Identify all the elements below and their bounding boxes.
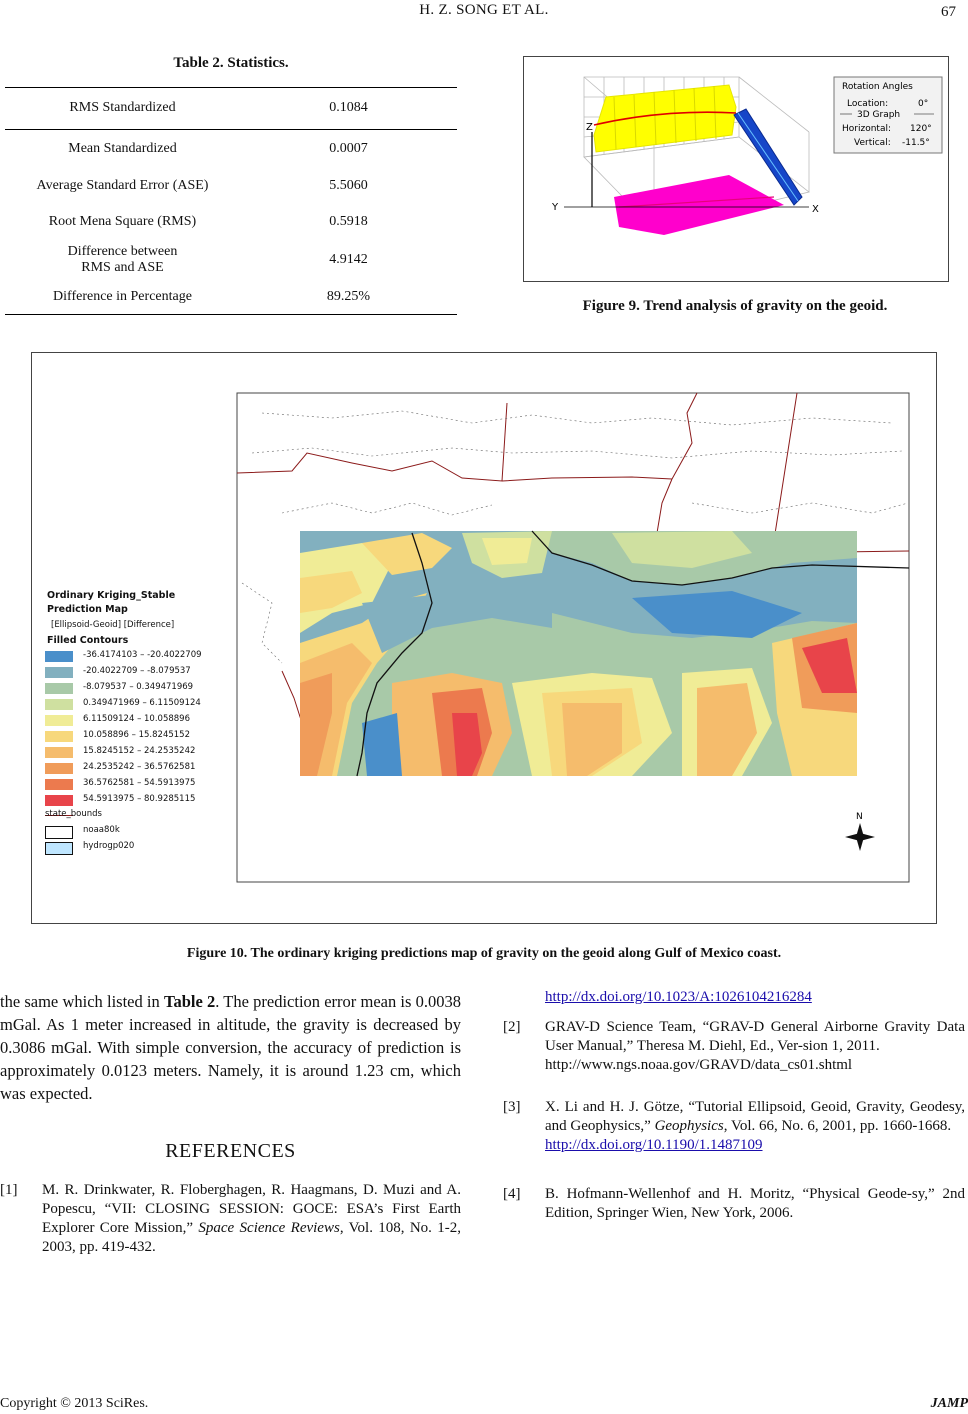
rotation-angles-panel [834,77,942,153]
reference-1-doi-link[interactable]: http://dx.doi.org/10.1023/A:1026104216284 [545,989,812,1005]
table-reference: Table 2 [163,992,216,1011]
body-paragraph [0,990,461,1105]
legend-subtitle: Prediction Map [47,604,128,615]
footer-copyright: Copyright © 2013 SciRes. [0,1396,149,1411]
vertical-label: Vertical: [854,138,891,148]
table-cell-value: 0.0007 [329,141,368,156]
legend-label: 15.8245152 – 24.2535242 [83,746,196,756]
panel-title: Rotation Angles [842,82,913,92]
reference-text: X. Li and H. J. Götze, “Tutorial Ellipsoid, Geoid, Gravity, Geodesy, and Geophysics,” [545,1099,965,1134]
table-top-rule [5,87,457,88]
figure-9-caption: Figure 9. Trend analysis of gravity on the geoid. [582,298,888,314]
table-cell-value: 0.5918 [329,214,368,229]
table-cell-label: Average Standard Error (ASE) [36,178,209,193]
reference-1-link-line [545,988,965,1007]
table-cell-value: 0.1084 [329,100,368,115]
legend-swatch [45,763,73,774]
legend-label: 6.11509124 – 10.058896 [83,714,190,724]
table-bottom-rule [5,314,457,315]
legend-label: 0.349471969 – 6.11509124 [83,698,201,708]
table-cell-value: 4.9142 [329,252,368,267]
vertical-value: -11.5° [902,138,930,148]
table-header-rule [5,129,457,130]
legend-swatch [45,779,73,790]
figure-9-trend-plot [523,56,949,282]
legend-swatch [45,747,73,758]
location-value: 0° [918,99,929,109]
reference-url: http://www.ngs.noaa.gov/GRAVD/data_cs01.shtml [545,1057,853,1073]
axis-z-label: Z [586,122,593,133]
figure-10-caption: Figure 10. The ordinary kriging predictions map of gravity on the geoid along Gulf of Mexico coast. [186,946,782,961]
table-cell-value: 89.25% [326,289,371,304]
legend-label: 36.5762581 – 54.5913975 [83,778,196,788]
legend-swatch [45,699,73,710]
legend-title: Ordinary Kriging_Stable [47,590,176,601]
table-cell-label [5,244,240,276]
table-cell-label: Difference in Percentage [53,289,192,304]
reference-text: , Vol. 108, No. 1-2, 2003, pp. 419-432. [42,1220,462,1255]
axis-x-label: X [812,204,819,215]
horizontal-label: Horizontal: [842,124,891,134]
figure-10-kriging-map [31,352,937,924]
table-caption: Table 2. Statistics. [173,55,289,71]
page-number: 67 [941,4,956,20]
legend-swatch [45,842,73,855]
reference-number: [3] [503,1099,521,1115]
reference-number: [2] [503,1019,521,1035]
legend-field: [Ellipsoid-Geoid] [Difference] [51,620,175,630]
running-header: H. Z. SONG ET AL. [419,2,549,18]
legend-swatch [45,826,73,839]
reference-text: B. Hofmann-Wellenhof and H. Moritz, “Physical Geode-sy,” 2nd Edition, Springer Wien, New York, 2006. [545,1186,965,1221]
legend-filled-contours: Filled Contours [47,635,129,646]
legend-label: 54.5913975 – 80.9285115 [83,794,196,804]
reference-text: , Vol. 66, No. 6, 2001, pp. 1660-1668. [723,1118,952,1134]
legend-label: noaa80k [83,825,120,835]
legend-swatch [45,715,73,726]
table-cell-label: RMS Standardized [69,100,176,115]
horizontal-value: 120° [910,124,932,134]
table-cell-value: 5.5060 [329,178,368,193]
legend-label: -8.079537 – 0.349471969 [83,682,194,692]
table-cell-label-line: RMS and ASE [81,260,164,275]
section-label: 3D Graph [857,110,901,120]
legend-swatch [45,651,73,662]
legend-label: 24.2535242 – 36.5762581 [83,762,196,772]
reference-journal: Space Science Reviews [198,1220,340,1236]
reference-3-doi-link[interactable]: http://dx.doi.org/10.1190/1.1487109 [545,1137,763,1153]
reference-text: GRAV-D Science Team, “GRAV-D General Airborne Gravity Data User Manual,” Theresa M. Diehl, Ed., Ver-sion 1, 2011. [545,1019,965,1054]
table-cell-label: Mean Standardized [68,141,177,156]
legend-label: -36.4174103 – -20.4022709 [83,650,202,660]
legend-swatch [45,683,73,694]
table-cell-label: Root Mena Square (RMS) [48,214,197,229]
references-heading: REFERENCES [165,1140,296,1162]
north-label: N [856,812,863,822]
kriging-map [32,353,936,923]
legend-label: hydrogp020 [83,841,135,851]
location-label: Location: [847,99,889,109]
table-cell-label-line: Difference between [67,244,178,259]
reference-journal: Geophysics [654,1118,724,1134]
reference-text: M. R. Drinkwater, R. Floberghagen, R. Haagmans, D. Muzi and A. Popescu, “VII: CLOSING SESSION: GOCE: ESA’s First Earth Explorer Core Mission,” [42,1182,461,1236]
body-text: . The prediction error mean is 0.0038 mGal. As 1 meter increased in altitude, the gravity is decreased by 0.3086 mGal. With simple conversion, the accuracy of prediction is approximately 0.0123 meters. Namely, it is around 1.23 cm, which was expected. [0,992,461,1103]
legend-label: 10.058896 – 15.8245152 [83,730,190,740]
body-text: the same which listed in [0,992,164,1011]
legend-label: state_bounds [45,809,102,819]
axis-y-label: Y [552,202,559,213]
legend-label: -20.4022709 – -8.079537 [83,666,191,676]
trend-3d-graph [524,57,948,281]
footer-journal: JAMP [930,1396,968,1411]
legend-swatch [45,795,73,806]
legend-swatch [45,731,73,742]
reference-number: [1] [0,1182,18,1198]
reference-number: [4] [503,1186,521,1202]
legend-swatch [45,667,73,678]
